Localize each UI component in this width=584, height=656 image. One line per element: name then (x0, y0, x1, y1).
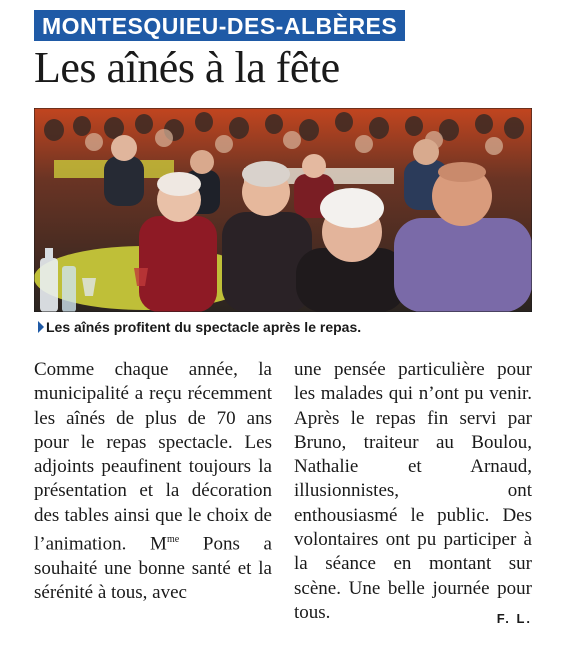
body-text-1a: Comme chaque année, la municipalité a reçu récemment les aînés de plus de 70 ans pour le repas spectacle. Les adjoints peaufinent toujours la présentation et la décoration des tables ainsi que le choix de l’animation. M (34, 359, 272, 555)
body-paragraph-2: une pensée particulière pour les malades qui n’ont pu venir. Après le repas fin servi par Bruno, traiteur au Boulou, Nathalie et Arnaud, illusionnistes, ont enthousiasmé le public. Des volontaires ont pu participer à la séance en montant sur scène. Une belle journée pour tous. (294, 359, 532, 623)
caption-text: Les aînés profitent du spectacle après le repas. (46, 319, 362, 335)
caption-marker-icon (38, 321, 44, 333)
headline: Les aînés à la fête (34, 43, 340, 92)
body-paragraph-1 (34, 358, 272, 605)
article-column-2 (294, 358, 532, 625)
body-text-1b: Pons a souhaité une bonne santé et la sérénité à tous, avec (34, 533, 272, 603)
banquet-photo-illustration (34, 108, 532, 312)
article-column-1 (34, 358, 272, 605)
title-abbrev-superscript: me (166, 534, 180, 546)
section-kicker: MONTESQUIEU-DES-ALBÈRES (34, 10, 405, 41)
author-signature: F. L. (496, 611, 532, 626)
article-photo (34, 108, 532, 312)
photo-caption (38, 319, 361, 335)
